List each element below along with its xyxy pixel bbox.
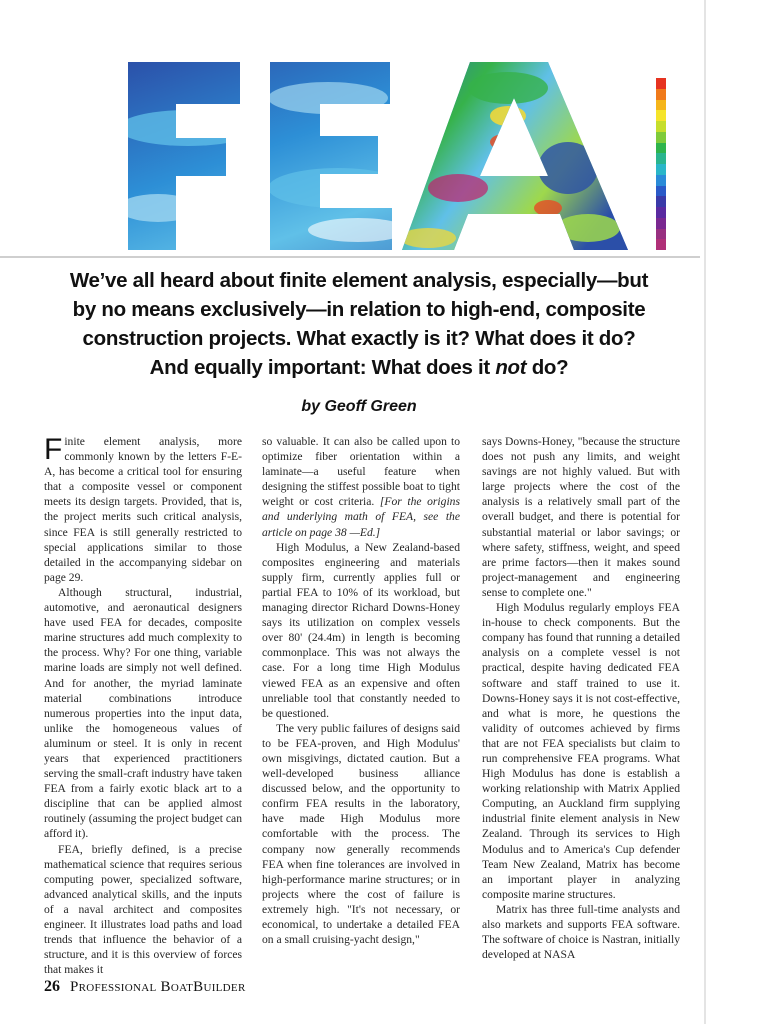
legend-swatch (656, 100, 666, 111)
contour-color-legend (656, 78, 666, 250)
paragraph: High Modulus, a New Zealand-based composites engineering and materials supply firm, currently applies full or partial FEA to 10% of its workload, but managing director Richard Downs-Honey says its utilization on complex vessels over 80' (24.4m) in length is becoming commonplace. This was not always the case. For a long time High Modulus viewed FEA as an expensive and often unreliable tool that constantly needed to be questioned. (262, 540, 460, 720)
page-number: 26 (44, 978, 60, 995)
publication-name: Professional BoatBuilder (70, 979, 246, 995)
paragraph: FEA, briefly defined, is a precise mathematical science that requires serious computing power, specialized software, advanced analytical skills, and the inputs of a naval architect and composites engineer. It illustrates load paths and load trends that influence the behavior of a structure, and it is this overview of forces that makes it (44, 842, 242, 977)
legend-swatch (656, 164, 666, 175)
legend-swatch (656, 196, 666, 207)
paragraph: High Modulus regularly employs FEA in-house to check components. But the company has found that running a detailed analysis on a complete vessel is not practical, despite having dedicated FEA software and staff trained to use it. Downs-Honey says it is not cost-effective, and what is more, he questions the validity of outcomes achieved by firms that are not FEA specialists but claim to run comprehensive FEA programs. What High Modulus has done is establish a working relationship with Matrix Applied Computing, an Auckland firm supplying industrial finite element analysis in New Zealand. Through its services to High Modulus and to America's Cup defender Team New Zealand, Matrix has become an important player in analyzing composite marine structures. (482, 601, 680, 901)
legend-swatch (656, 218, 666, 229)
paragraph: says Downs-Honey, "because the structure does not push any limits, and weight savings are not highly valued. But with large projects where the cost of the analysis is a relatively small part of the overall budget, and there is potential for substantial material or labor savings; or where safety, stiffness, weight, and speed are prime factors—then it makes sound project-management and engineering sense to complete one." (482, 435, 680, 599)
article-column-1 (44, 434, 242, 977)
paragraph: so valuable. It can also be called upon to optimize fiber orientation within a laminate—a useful feature when designing the stiffest possible boat to tight weight or cost criteria. [For the origins and underlying math of FEA, see the article on page 38 —Ed.] (262, 435, 460, 539)
editor-note: [For the origins and underlying math of FEA, see the article on page 38 —Ed.] (262, 495, 460, 539)
headline-emphasis: not (495, 356, 527, 379)
page-footer (44, 978, 246, 996)
drop-cap: F (44, 433, 63, 466)
paragraph: Finite element analysis, more commonly known by the letters F-E-A, has become a critical tool for ensuring that a composite vessel or component meets its design targets. Provided, that is, the project merits such critical analysis, since FEA is still generally restricted to special applications similar to those detailed in the accompanying sidebar on page 29. (44, 433, 242, 584)
legend-swatch (656, 186, 666, 197)
header-divider (0, 256, 700, 258)
headline-line-last: And equally important: What does it not do? (149, 356, 569, 379)
fea-title-art (128, 58, 682, 254)
article-column-3 (482, 434, 680, 962)
fea-letters-fill (128, 58, 682, 254)
page-gutter-edge (704, 0, 706, 1024)
legend-swatch (656, 89, 666, 100)
headline-line: by no means exclusively—in relation to high-end, composite (72, 298, 646, 321)
legend-swatch (656, 229, 666, 240)
byline: by Geoff Green (301, 398, 417, 415)
legend-swatch (656, 132, 666, 143)
legend-swatch (656, 78, 666, 89)
paragraph: The very public failures of designs said to be FEA-proven, and High Modulus' own misgivings, dictated caution. But a well-developed business alliance discussed below, and the opportunity to confirm FEA results in the laboratory, have made High Modulus more comfortable with the process. The company now generally recommends FEA when fine tolerances are involved in high-performance marine structures; or in projects where the cost of failure is extremely high. "It's not necessary, or economical, to undertake a detailed FEA on a small cruising-yacht design," (262, 721, 460, 947)
legend-swatch (656, 239, 666, 250)
paragraph: Although structural, industrial, automotive, and aeronautical designers have used FEA for decades, composite marine structures add much complexity to the process. Why? For one thing, variable marine loads are simply not well defined. And for another, the myriad laminate material combinations introduce numerous properties into the input data, unlike the homogeneous values of aluminum or steel. It is only in recent years that experienced practitioners serving the small-craft industry have taken FEA from a fairly exotic black art to a discipline that can be applied almost routinely (assuming the project budget can afford it). (44, 585, 243, 841)
legend-swatch (656, 110, 666, 121)
legend-swatch (656, 207, 666, 218)
legend-swatch (656, 143, 666, 154)
legend-swatch (656, 175, 666, 186)
legend-swatch (656, 121, 666, 132)
article-column-2 (262, 434, 460, 947)
headline-line: We’ve all heard about finite element analysis, especially—but (69, 269, 649, 292)
paragraph: Matrix has three full-time analysts and also markets and supports FEA software. The software of choice is Nastran, initially developed at NASA (482, 902, 680, 962)
headline-deck (44, 266, 674, 382)
headline-line: construction projects. What exactly is it? What does it do? (82, 327, 636, 350)
legend-swatch (656, 153, 666, 164)
